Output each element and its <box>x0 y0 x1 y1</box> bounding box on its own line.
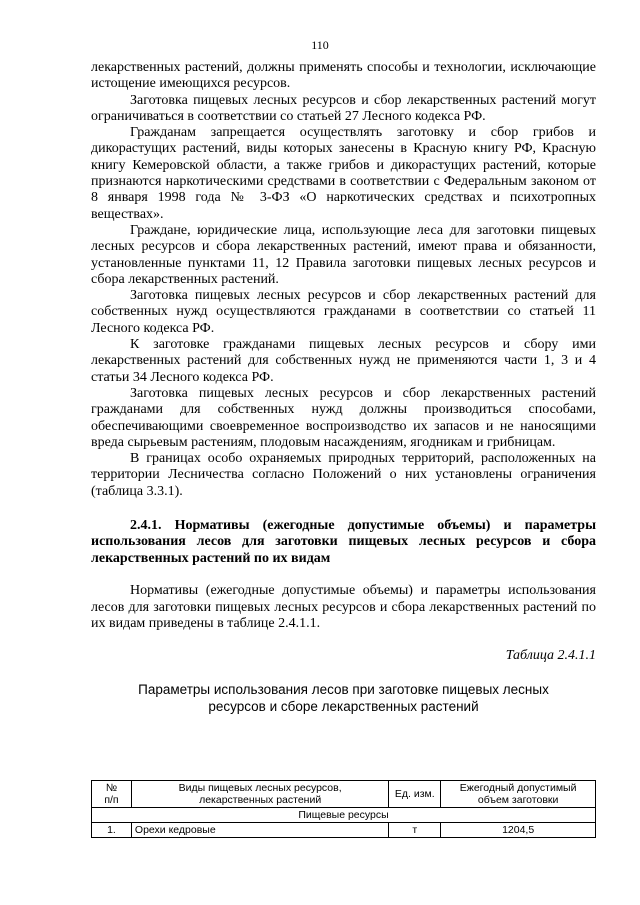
table-label: Таблица 2.4.1.1 <box>505 648 596 664</box>
cell-unit: т <box>389 823 441 838</box>
page-number: 110 <box>311 38 329 52</box>
header-num: № п/п <box>92 781 132 808</box>
table-caption-line-1: Параметры использования лесов при заготовке пищевых лесных <box>138 682 549 698</box>
paragraph-6: К заготовке гражданами пищевых лесных ресурсов и сбору ими лекарственных растений для собственных нужд не применяются части 1, 3 и 4 статьи 34 Лесного кодекса РФ. <box>91 337 596 385</box>
paragraph-7: Заготовка пищевых лесных ресурсов и сбор лекарственных растений гражданами для собственных нужд должны производиться способами, обеспечивающими своевременное воспроизводство их запасов и не наносящими вреда сырьевым растениям, плодовым насаждениям, ягодникам и грибницам. <box>91 385 596 450</box>
table-caption-line-2: ресурсов и сборе лекарственных растений <box>208 698 479 714</box>
header-unit: Ед. изм. <box>389 781 441 808</box>
header-annual-volume: Ежегодный допустимый объем заготовки <box>441 781 596 808</box>
paragraph-4: Граждане, юридические лица, использующие леса для заготовки пищевых лесных ресурсов и сбора лекарственных растений, имеют права и обязанности, установленные пунктами 11, 12 Правила заготовки пищевых лесных ресурсов и сбора лекарственных растений. <box>91 222 596 287</box>
header-resource-type: Виды пищевых лесных ресурсов, лекарственных растений <box>131 781 388 808</box>
table-row <box>92 823 596 838</box>
paragraph-1: лекарственных растений, должны применять способы и технологии, исключающие истощение имеющихся ресурсов. <box>91 60 596 92</box>
resources-table <box>91 780 596 838</box>
table-group-row <box>92 808 596 823</box>
section-heading: 2.4.1. Нормативы (ежегодные допустимые объемы) и параметры использования лесов для заготовки пищевых лесных ресурсов и сбора лекарственных растений по их видам <box>91 518 596 566</box>
paragraph-8: В границах особо охраняемых природных территорий, расположенных на территории Лесничества согласно Положений о них установлены ограничения (таблица 3.3.1). <box>91 451 596 499</box>
table-group-label: Пищевые ресурсы <box>92 808 596 823</box>
document-body <box>91 60 596 715</box>
section-paragraph: Нормативы (ежегодные допустимые объемы) и параметры использования лесов для заготовки пищевых лесных ресурсов и сбора лекарственных растений по их видам приведены в таблице 2.4.1.1. <box>91 583 596 631</box>
cell-volume: 1204,5 <box>441 823 596 838</box>
table-header-row <box>92 781 596 808</box>
cell-num: 1. <box>92 823 132 838</box>
paragraph-5: Заготовка пищевых лесных ресурсов и сбор лекарственных растений для собственных нужд осуществляются гражданами в соответствии со статьей 11 Лесного кодекса РФ. <box>91 288 596 336</box>
paragraph-2: Заготовка пищевых лесных ресурсов и сбор лекарственных растений могут ограничиваться в соответствии со статьей 27 Лесного кодекса РФ. <box>91 92 596 124</box>
cell-name: Орехи кедровые <box>131 823 388 838</box>
table-caption <box>91 682 596 715</box>
paragraph-3: Гражданам запрещается осуществлять заготовку и сбор грибов и дикорастущих растений, виды которых занесены в Красную книгу РФ, Красную книгу Кемеровской области, а также грибов и дикорастущих растений, которые признаются наркотическими средствами в соответствии с Федеральным законом от 8 января 1998 года № 3-ФЗ «О наркотических средствах и психотропных веществах». <box>91 125 596 222</box>
